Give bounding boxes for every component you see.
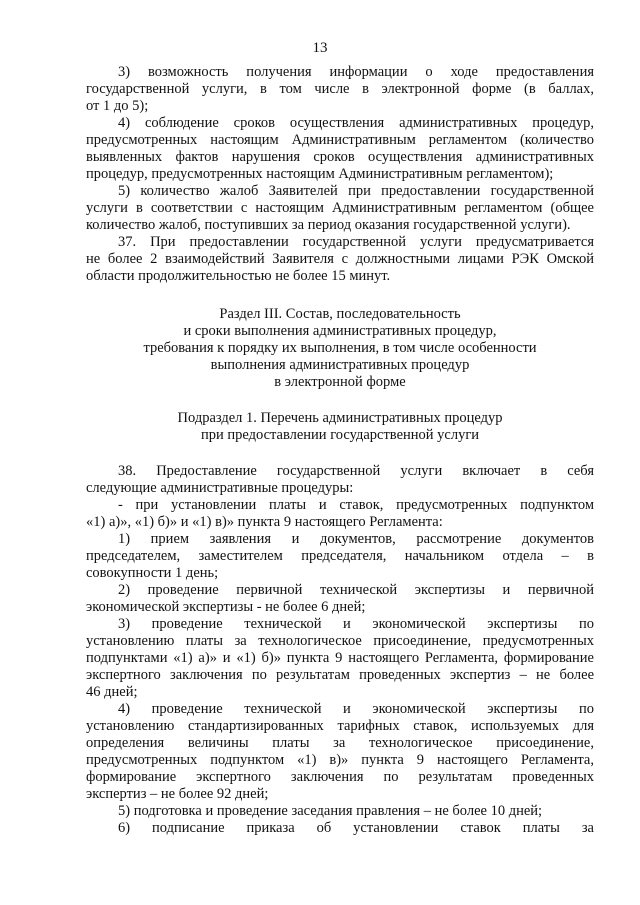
text-line: от 1 до 5); [86,98,149,114]
text-line: 1) прием заявления и документов, рассмотрение документов [118,531,594,547]
paragraphs-bottom [86,463,594,837]
text-line: процедур, предусмотренных настоящим Административным регламентом); [86,166,554,182]
text-line: предусмотренных настоящим Административным регламентом (количество [86,132,594,148]
text-line: 2) проведение первичной технической экспертизы и первичной [118,582,594,598]
text-line: 37. При предоставлении государственной услуги предусматривается [118,234,594,250]
text-line: 3) возможность получения информации о ходе предоставления [118,64,594,80]
heading-line: Раздел III. Состав, последовательность [219,306,461,322]
text-line: государственной услуги, в том числе в электронной форме (в баллах, [86,81,594,97]
text-line: 5) количество жалоб Заявителей при предоставлении государственной [118,183,594,199]
text-line: совокупности 1 день; [86,565,219,581]
text-line: 5) подготовка и проведение заседания правления – не более 10 дней; [118,803,543,819]
text-line: следующие административные процедуры: [86,480,354,496]
subsection-heading [86,410,594,444]
heading-line: Подраздел 1. Перечень административных процедур [177,410,503,426]
page-number: 13 [312,40,328,56]
heading-line: при предоставлении государственной услуги [200,427,480,443]
text-line: экономической экспертизы - не более 6 дней; [86,599,366,615]
text-line: 38. Предоставление государственной услуги включает в себя [118,463,594,479]
text-line: - при установлении платы и ставок, предусмотренных подпунктом [118,497,594,513]
text-line: установлению стандартизированных тарифных ставок, используемых для [86,718,594,734]
text-line: предусмотренных подпунктом «1) в)» пункта 9 настоящего Регламента, [86,752,594,768]
text-line: 46 дней; [86,684,138,700]
section-heading [86,306,594,391]
text-line: области продолжительностью не более 15 минут. [86,268,391,284]
text-line: услуги в соответствии с настоящим Административным регламентом (общее [86,200,594,216]
paragraphs-top [86,64,594,285]
text-line: 3) проведение технической и экономической экспертизы по [118,616,594,632]
text-line: установлению платы за технологическое присоединение, предусмотренных [86,633,594,649]
text-line: 4) соблюдение сроков осуществления административных процедур, [118,115,594,131]
heading-line: в электронной форме [274,374,406,390]
text-line: «1) а)», «1) б)» и «1) в)» пункта 9 настоящего Регламента: [86,514,443,530]
heading-line: выполнения административных процедур [210,357,470,373]
heading-line: и сроки выполнения административных процедур, [183,323,497,339]
text-line: экспертиз – не более 92 дней; [86,786,269,802]
text-line: подпунктами «1) а)» и «1) б)» пункта 9 настоящего Регламента, формирование [86,650,594,666]
text-line: количество жалоб, поступивших за период оказания государственной услуги). [86,217,571,233]
text-line: 4) проведение технической и экономической экспертизы по [118,701,594,717]
text-line: председателем, заместителем председателя, начальником отдела – в [86,548,594,564]
text-line: определения величины платы за технологическое присоединение, [86,735,594,751]
text-line: 6) подписание приказа об установлении ставок платы за [118,820,594,836]
heading-line: требования к порядку их выполнения, в том числе особенности [143,340,537,356]
text-line: выявленных фактов нарушения сроков осуществления административных [86,149,594,165]
text-line: не более 2 взаимодействий Заявителя с должностными лицами РЭК Омской [86,251,594,267]
text-line: экспертного заключения по результатам проведенных экспертиз – не более [86,667,594,683]
text-line: формирование экспертного заключения по результатам проведенных [86,769,594,785]
